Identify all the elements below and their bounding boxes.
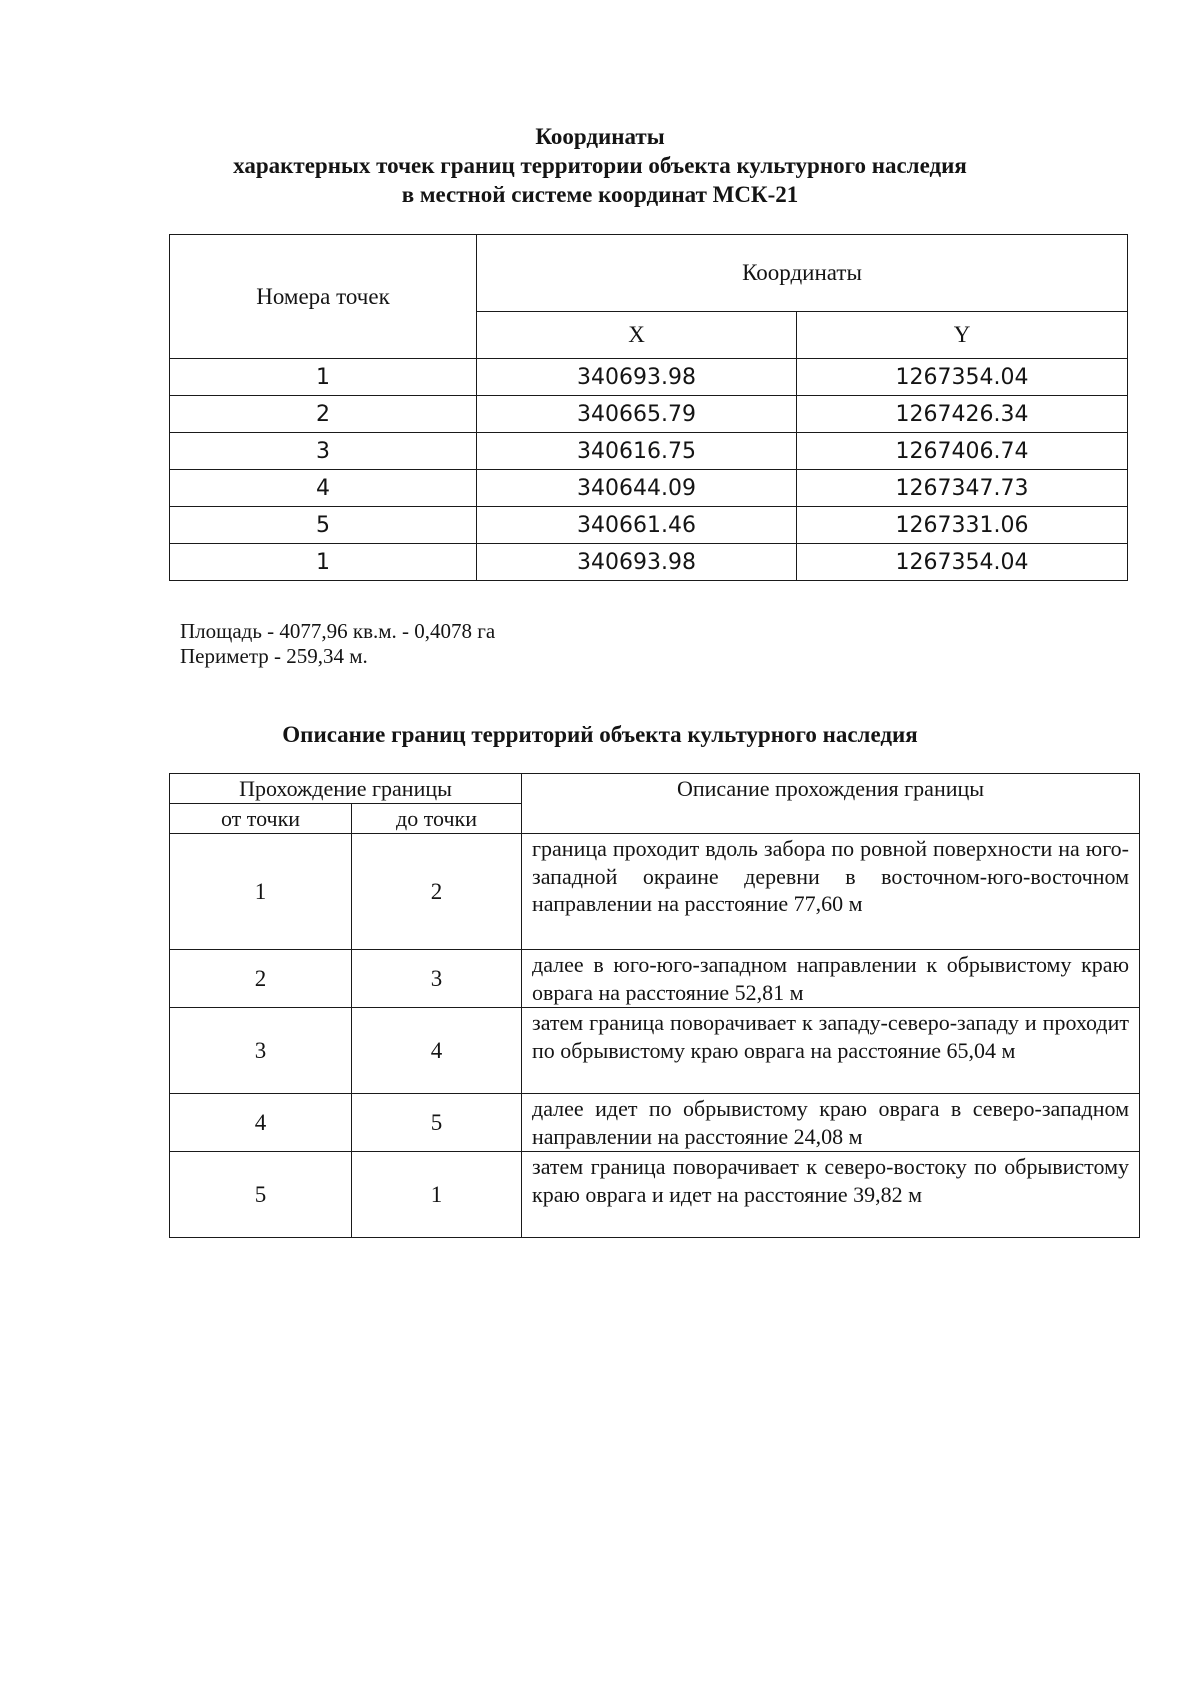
heading-line-1: Координаты <box>535 124 665 149</box>
x-value: 340616.75 <box>477 433 797 470</box>
y-value: 1267347.73 <box>797 470 1128 507</box>
boundary-description: затем граница поворачивает к северо-востоку по обрывистому краю оврага и идет на расстояние 39,82 м <box>522 1152 1140 1238</box>
boundary-description-table <box>169 773 1140 1238</box>
heading-line-3: в местной системе координат МСК-21 <box>401 182 799 207</box>
perimeter-summary: Периметр - 259,34 м. <box>180 644 368 668</box>
x-value: 340693.98 <box>477 359 797 396</box>
from-point: 1 <box>170 834 352 950</box>
table-row <box>170 396 1128 433</box>
from-point: 3 <box>170 1008 352 1094</box>
to-point: 2 <box>352 834 522 950</box>
from-point: 2 <box>170 950 352 1008</box>
to-point: 1 <box>352 1152 522 1238</box>
header-point-numbers: Номера точек <box>170 235 477 359</box>
header-coordinates: Координаты <box>477 235 1128 312</box>
boundary-description: затем граница поворачивает к западу-северо-западу и проходит по обрывистому краю оврага на расстояние 65,04 м <box>522 1008 1140 1094</box>
description-title: Описание границ территорий объекта культурного наследия <box>282 722 918 747</box>
header-to-point: до точки <box>352 804 522 834</box>
boundary-description: граница проходит вдоль забора по ровной поверхности на юго-западной окраине деревни в восточном-юго-восточном направлении на расстояние 77,60 м <box>522 834 1140 950</box>
to-point: 5 <box>352 1094 522 1152</box>
table-row <box>170 950 1140 1008</box>
x-value: 340693.98 <box>477 544 797 581</box>
heading-line-2: характерных точек границ территории объекта культурного наследия <box>233 153 967 178</box>
from-point: 4 <box>170 1094 352 1152</box>
point-number: 1 <box>170 359 477 396</box>
document-heading <box>0 122 1200 209</box>
point-number: 3 <box>170 433 477 470</box>
table-row <box>170 1152 1140 1238</box>
header-from-point: от точки <box>170 804 352 834</box>
point-number: 2 <box>170 396 477 433</box>
table-row <box>170 544 1128 581</box>
table-row <box>170 470 1128 507</box>
table-row <box>170 834 1140 950</box>
y-value: 1267354.04 <box>797 359 1128 396</box>
y-value: 1267426.34 <box>797 396 1128 433</box>
x-value: 340661.46 <box>477 507 797 544</box>
table-row <box>170 433 1128 470</box>
to-point: 4 <box>352 1008 522 1094</box>
table-row <box>170 1008 1140 1094</box>
coordinates-table <box>169 234 1128 581</box>
header-boundary-passage: Прохождение границы <box>170 774 522 804</box>
from-point: 5 <box>170 1152 352 1238</box>
boundary-description: далее идет по обрывистому краю оврага в северо-западном направлении на расстояние 24,08 м <box>522 1094 1140 1152</box>
point-number: 1 <box>170 544 477 581</box>
y-value: 1267354.04 <box>797 544 1128 581</box>
y-value: 1267406.74 <box>797 433 1128 470</box>
boundary-description: далее в юго-юго-западном направлении к обрывистому краю оврага на расстояние 52,81 м <box>522 950 1140 1008</box>
to-point: 3 <box>352 950 522 1008</box>
area-summary: Площадь - 4077,96 кв.м. - 0,4078 га <box>180 619 496 643</box>
header-boundary-description: Описание прохождения границы <box>522 774 1140 834</box>
point-number: 4 <box>170 470 477 507</box>
y-value: 1267331.06 <box>797 507 1128 544</box>
table-row <box>170 1094 1140 1152</box>
header-y: Y <box>797 312 1128 359</box>
table-row <box>170 359 1128 396</box>
point-number: 5 <box>170 507 477 544</box>
x-value: 340644.09 <box>477 470 797 507</box>
header-x: X <box>477 312 797 359</box>
x-value: 340665.79 <box>477 396 797 433</box>
table-row <box>170 507 1128 544</box>
